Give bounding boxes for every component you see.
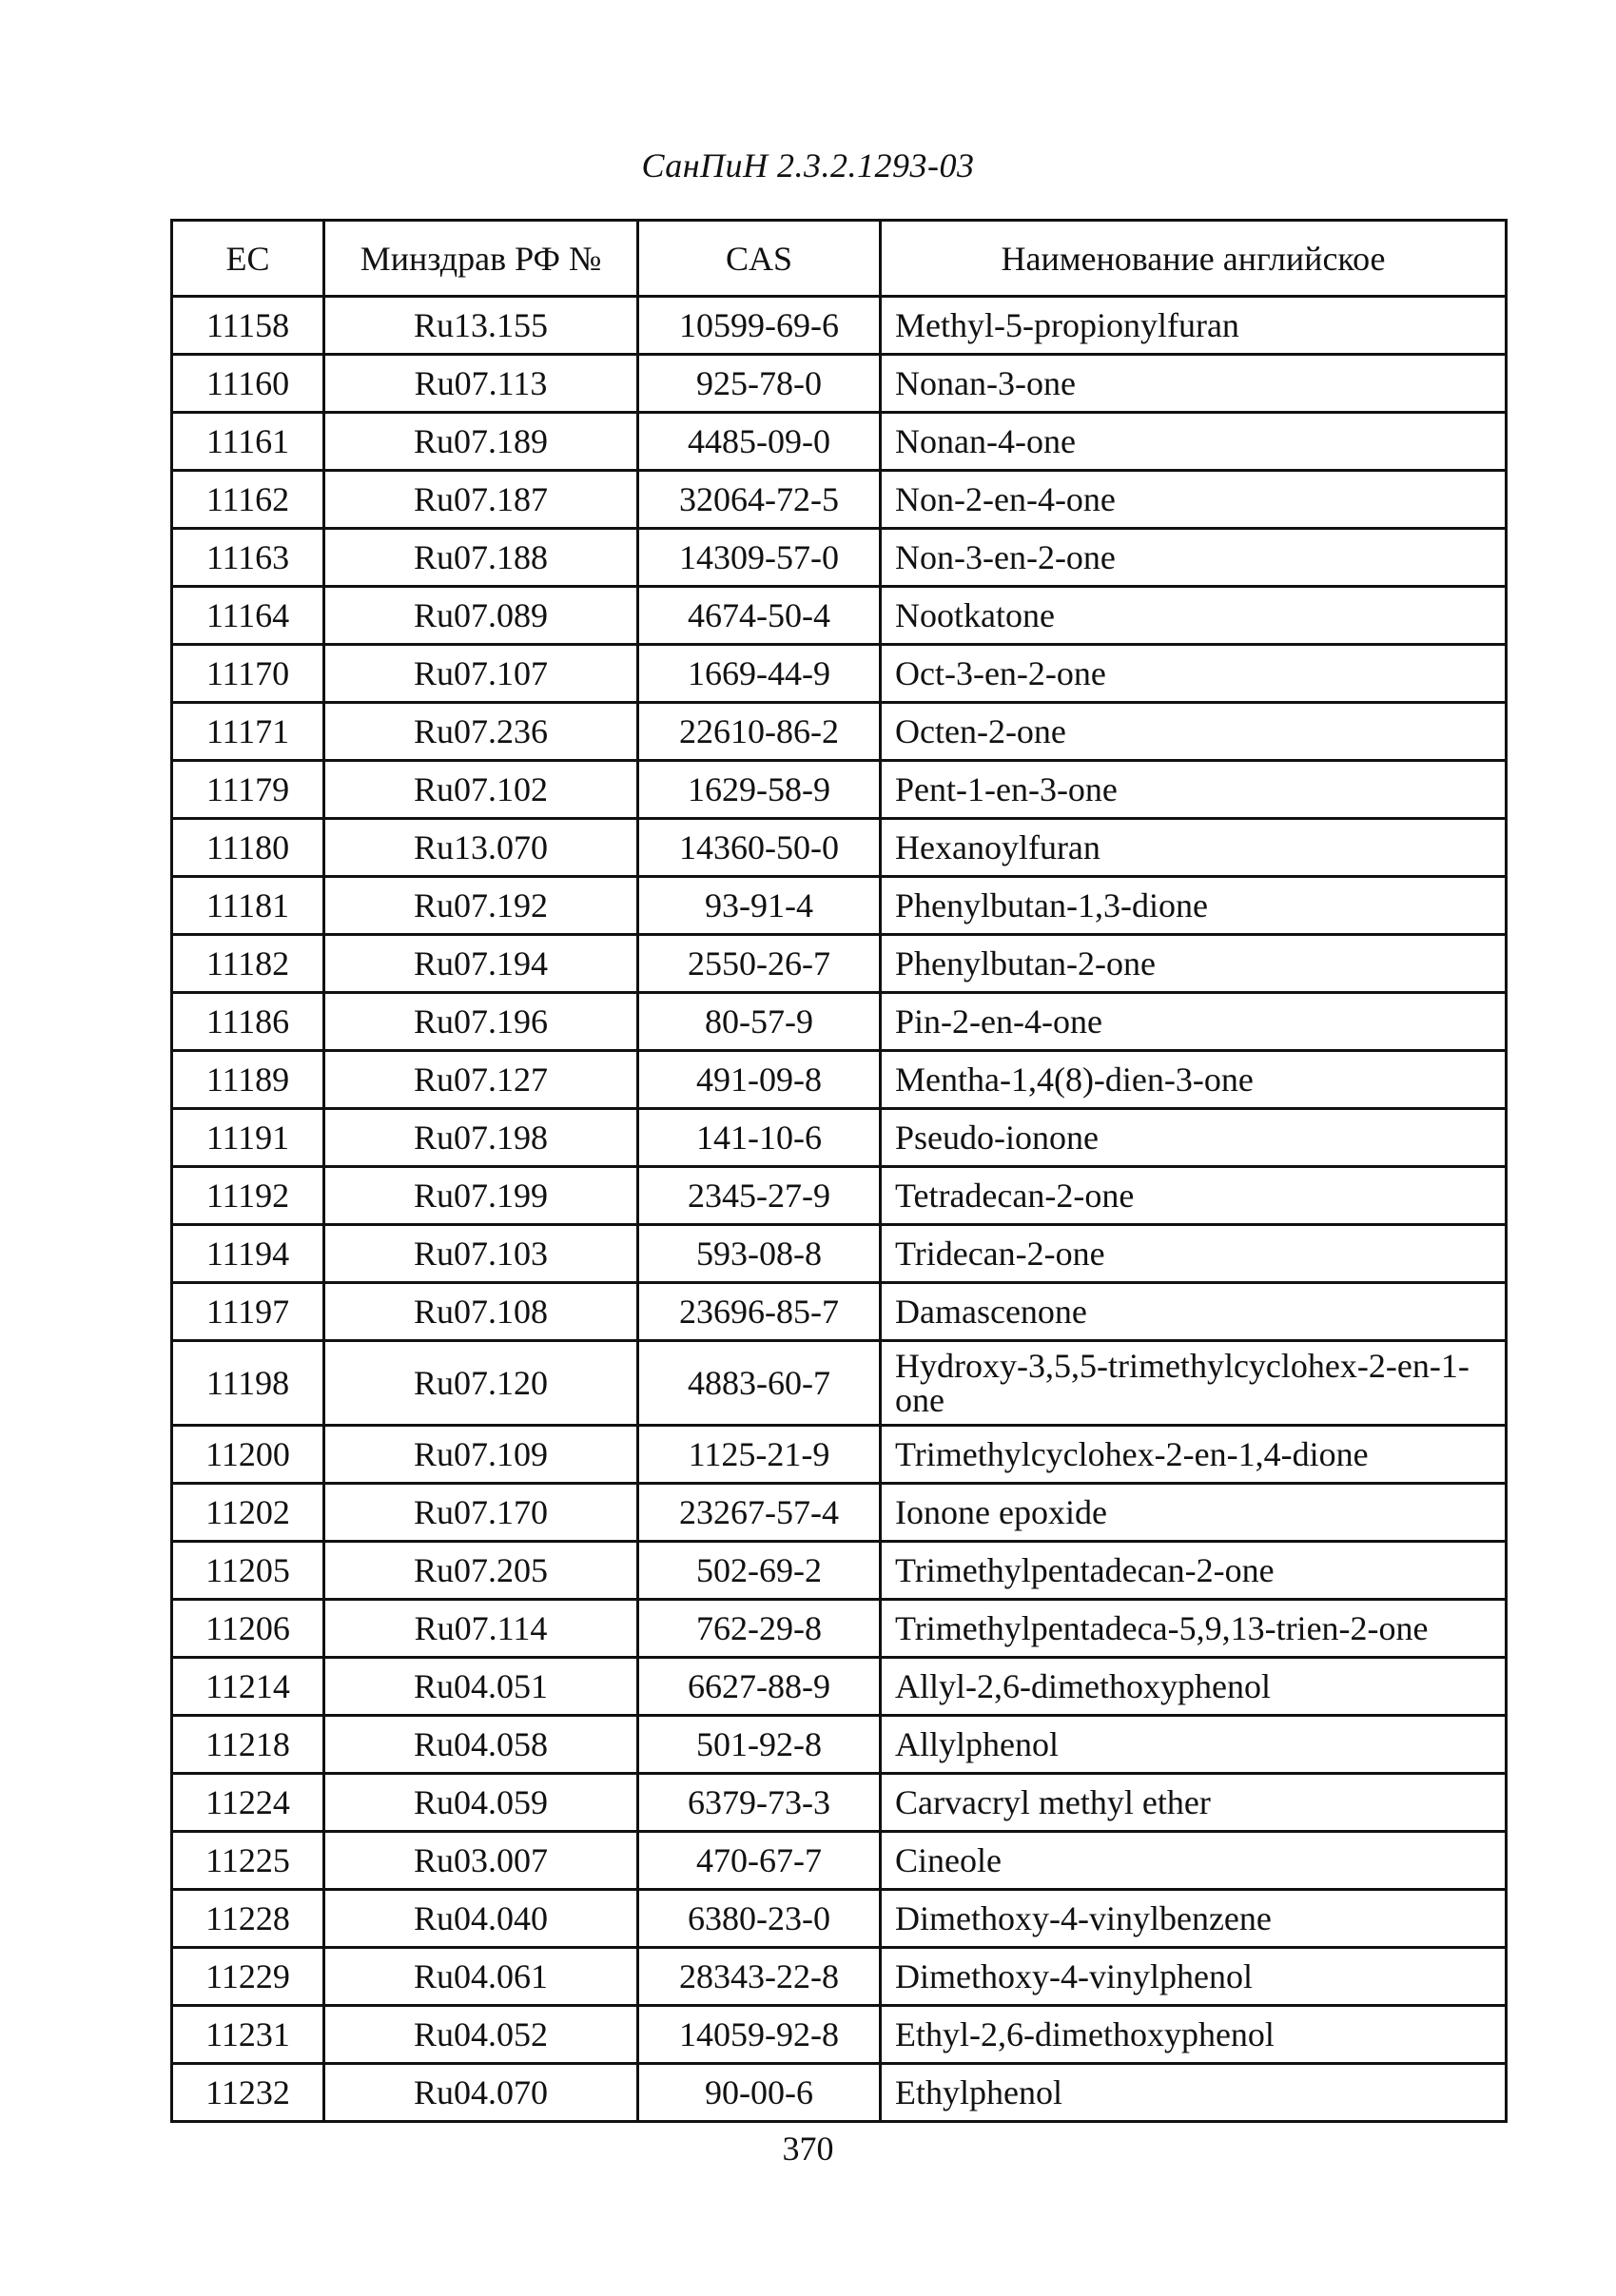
cell-minzdrav: Ru07.205: [324, 1542, 638, 1600]
cell-cas: 1669-44-9: [638, 645, 881, 703]
table-row: [172, 1426, 1507, 1484]
header-row: [172, 221, 1507, 297]
cell-name: Cineole: [881, 1832, 1507, 1890]
table-row: [172, 645, 1507, 703]
cell-name: Phenylbutan-2-one: [881, 935, 1507, 993]
cell-ec: 11181: [172, 877, 324, 935]
cell-ec: 11192: [172, 1167, 324, 1225]
cell-cas: 2345-27-9: [638, 1167, 881, 1225]
table-row: [172, 819, 1507, 877]
table-row: [172, 471, 1507, 529]
cell-minzdrav: Ru07.188: [324, 529, 638, 587]
cell-minzdrav: Ru07.187: [324, 471, 638, 529]
cell-ec: 11180: [172, 819, 324, 877]
cell-ec: 11224: [172, 1774, 324, 1832]
table-row: [172, 2006, 1507, 2064]
document-header: СанПиН 2.3.2.1293-03: [641, 146, 975, 185]
cell-ec: 11186: [172, 993, 324, 1051]
cell-cas: 90-00-6: [638, 2064, 881, 2122]
cell-cas: 141-10-6: [638, 1109, 881, 1167]
table-row: [172, 529, 1507, 587]
cell-cas: 1629-58-9: [638, 761, 881, 819]
table-row: [172, 1832, 1507, 1890]
cell-name: Trimethylpentadecan-2-one: [881, 1542, 1507, 1600]
cell-ec: 11197: [172, 1283, 324, 1341]
table-row: [172, 1658, 1507, 1716]
cell-name: Allyl-2,6-dimethoxyphenol: [881, 1658, 1507, 1716]
table-row: [172, 1948, 1507, 2006]
cell-name: Oct-3-en-2-one: [881, 645, 1507, 703]
cell-name: Nootkatone: [881, 587, 1507, 645]
cell-name: Dimethoxy-4-vinylphenol: [881, 1948, 1507, 2006]
cell-ec: 11171: [172, 703, 324, 761]
substances-table: [170, 219, 1508, 2123]
table-row: [172, 1283, 1507, 1341]
column-header-cas: CAS: [638, 221, 881, 297]
cell-ec: 11206: [172, 1600, 324, 1658]
cell-minzdrav: Ru07.198: [324, 1109, 638, 1167]
table-row: [172, 1109, 1507, 1167]
cell-cas: 6627-88-9: [638, 1658, 881, 1716]
table-row: [172, 355, 1507, 413]
cell-name: Carvacryl methyl ether: [881, 1774, 1507, 1832]
cell-cas: 502-69-2: [638, 1542, 881, 1600]
cell-name: Ethylphenol: [881, 2064, 1507, 2122]
cell-cas: 4485-09-0: [638, 413, 881, 471]
cell-name: Pent-1-en-3-one: [881, 761, 1507, 819]
cell-name: Non-2-en-4-one: [881, 471, 1507, 529]
cell-cas: 501-92-8: [638, 1716, 881, 1774]
cell-name: Trimethylpentadeca-5,9,13-trien-2-one: [881, 1600, 1507, 1658]
cell-minzdrav: Ru07.199: [324, 1167, 638, 1225]
cell-ec: 11198: [172, 1341, 324, 1426]
table-row: [172, 1774, 1507, 1832]
cell-minzdrav: Ru07.194: [324, 935, 638, 993]
cell-cas: 593-08-8: [638, 1225, 881, 1283]
cell-ec: 11164: [172, 587, 324, 645]
table-row: [172, 1225, 1507, 1283]
cell-minzdrav: Ru07.113: [324, 355, 638, 413]
cell-name: Tetradecan-2-one: [881, 1167, 1507, 1225]
table-row: [172, 297, 1507, 355]
cell-minzdrav: Ru07.189: [324, 413, 638, 471]
cell-minzdrav: Ru03.007: [324, 1832, 638, 1890]
cell-ec: 11194: [172, 1225, 324, 1283]
cell-name: Ionone epoxide: [881, 1484, 1507, 1542]
cell-minzdrav: Ru07.236: [324, 703, 638, 761]
cell-name: Pin-2-en-4-one: [881, 993, 1507, 1051]
cell-minzdrav: Ru07.120: [324, 1341, 638, 1426]
cell-name: Nonan-3-one: [881, 355, 1507, 413]
table-row: [172, 1484, 1507, 1542]
column-header-ec: EC: [172, 221, 324, 297]
cell-minzdrav: Ru04.061: [324, 1948, 638, 2006]
table-row: [172, 1890, 1507, 1948]
cell-cas: 28343-22-8: [638, 1948, 881, 2006]
table-row: [172, 1542, 1507, 1600]
cell-ec: 11232: [172, 2064, 324, 2122]
cell-ec: 11191: [172, 1109, 324, 1167]
cell-ec: 11214: [172, 1658, 324, 1716]
cell-name: Phenylbutan-1,3-dione: [881, 877, 1507, 935]
cell-name: Hydroxy-3,5,5-trimethylcyclohex-2-en-1-one: [881, 1341, 1507, 1426]
cell-name: Allylphenol: [881, 1716, 1507, 1774]
cell-cas: 22610-86-2: [638, 703, 881, 761]
cell-cas: 32064-72-5: [638, 471, 881, 529]
cell-cas: 4883-60-7: [638, 1341, 881, 1426]
cell-ec: 11202: [172, 1484, 324, 1542]
cell-ec: 11229: [172, 1948, 324, 2006]
cell-cas: 10599-69-6: [638, 297, 881, 355]
table-row: [172, 993, 1507, 1051]
table-row: [172, 413, 1507, 471]
cell-name: Dimethoxy-4-vinylbenzene: [881, 1890, 1507, 1948]
table-row: [172, 761, 1507, 819]
cell-minzdrav: Ru04.058: [324, 1716, 638, 1774]
cell-ec: 11170: [172, 645, 324, 703]
cell-minzdrav: Ru07.103: [324, 1225, 638, 1283]
cell-ec: 11218: [172, 1716, 324, 1774]
cell-ec: 11161: [172, 413, 324, 471]
cell-ec: 11205: [172, 1542, 324, 1600]
table-row: [172, 1167, 1507, 1225]
cell-name: Non-3-en-2-one: [881, 529, 1507, 587]
cell-name: Methyl-5-propionylfuran: [881, 297, 1507, 355]
cell-name: Damascenone: [881, 1283, 1507, 1341]
cell-cas: 23696-85-7: [638, 1283, 881, 1341]
cell-cas: 4674-50-4: [638, 587, 881, 645]
cell-minzdrav: Ru07.196: [324, 993, 638, 1051]
cell-name: Trimethylcyclohex-2-en-1,4-dione: [881, 1426, 1507, 1484]
cell-name: Mentha-1,4(8)-dien-3-one: [881, 1051, 1507, 1109]
cell-cas: 14059-92-8: [638, 2006, 881, 2064]
cell-cas: 80-57-9: [638, 993, 881, 1051]
cell-cas: 762-29-8: [638, 1600, 881, 1658]
cell-cas: 14309-57-0: [638, 529, 881, 587]
cell-ec: 11162: [172, 471, 324, 529]
cell-ec: 11163: [172, 529, 324, 587]
table-body: [172, 297, 1507, 2122]
cell-minzdrav: Ru07.127: [324, 1051, 638, 1109]
cell-minzdrav: Ru07.192: [324, 877, 638, 935]
cell-name: Pseudo-ionone: [881, 1109, 1507, 1167]
table-header: [172, 221, 1507, 297]
table-row: [172, 1716, 1507, 1774]
cell-minzdrav: Ru07.108: [324, 1283, 638, 1341]
cell-minzdrav: Ru04.052: [324, 2006, 638, 2064]
cell-cas: 6379-73-3: [638, 1774, 881, 1832]
cell-cas: 491-09-8: [638, 1051, 881, 1109]
cell-ec: 11225: [172, 1832, 324, 1890]
cell-minzdrav: Ru07.109: [324, 1426, 638, 1484]
cell-cas: 14360-50-0: [638, 819, 881, 877]
cell-ec: 11200: [172, 1426, 324, 1484]
table-row: [172, 1341, 1507, 1426]
table-row: [172, 935, 1507, 993]
table-row: [172, 587, 1507, 645]
column-header-minzdrav: Минздрав РФ №: [324, 221, 638, 297]
cell-minzdrav: Ru07.107: [324, 645, 638, 703]
table-row: [172, 703, 1507, 761]
cell-cas: 470-67-7: [638, 1832, 881, 1890]
page-number: 370: [782, 2130, 834, 2168]
cell-ec: 11189: [172, 1051, 324, 1109]
cell-minzdrav: Ru04.070: [324, 2064, 638, 2122]
table-row: [172, 877, 1507, 935]
cell-minzdrav: Ru07.102: [324, 761, 638, 819]
cell-ec: 11160: [172, 355, 324, 413]
cell-cas: 6380-23-0: [638, 1890, 881, 1948]
cell-minzdrav: Ru04.051: [324, 1658, 638, 1716]
cell-cas: 2550-26-7: [638, 935, 881, 993]
cell-cas: 93-91-4: [638, 877, 881, 935]
table-row: [172, 1051, 1507, 1109]
table-row: [172, 1600, 1507, 1658]
cell-ec: 11179: [172, 761, 324, 819]
cell-name: Ethyl-2,6-dimethoxyphenol: [881, 2006, 1507, 2064]
cell-name: Octen-2-one: [881, 703, 1507, 761]
cell-name: Hexanoylfuran: [881, 819, 1507, 877]
cell-minzdrav: Ru07.089: [324, 587, 638, 645]
cell-ec: 11182: [172, 935, 324, 993]
cell-cas: 925-78-0: [638, 355, 881, 413]
cell-name: Tridecan-2-one: [881, 1225, 1507, 1283]
cell-minzdrav: Ru07.114: [324, 1600, 638, 1658]
cell-ec: 11158: [172, 297, 324, 355]
cell-minzdrav: Ru07.170: [324, 1484, 638, 1542]
cell-cas: 23267-57-4: [638, 1484, 881, 1542]
cell-minzdrav: Ru13.070: [324, 819, 638, 877]
cell-ec: 11228: [172, 1890, 324, 1948]
cell-ec: 11231: [172, 2006, 324, 2064]
cell-minzdrav: Ru04.059: [324, 1774, 638, 1832]
table-row: [172, 2064, 1507, 2122]
cell-name: Nonan-4-one: [881, 413, 1507, 471]
cell-minzdrav: Ru04.040: [324, 1890, 638, 1948]
cell-cas: 1125-21-9: [638, 1426, 881, 1484]
column-header-name: Наименование английское: [881, 221, 1507, 297]
cell-minzdrav: Ru13.155: [324, 297, 638, 355]
